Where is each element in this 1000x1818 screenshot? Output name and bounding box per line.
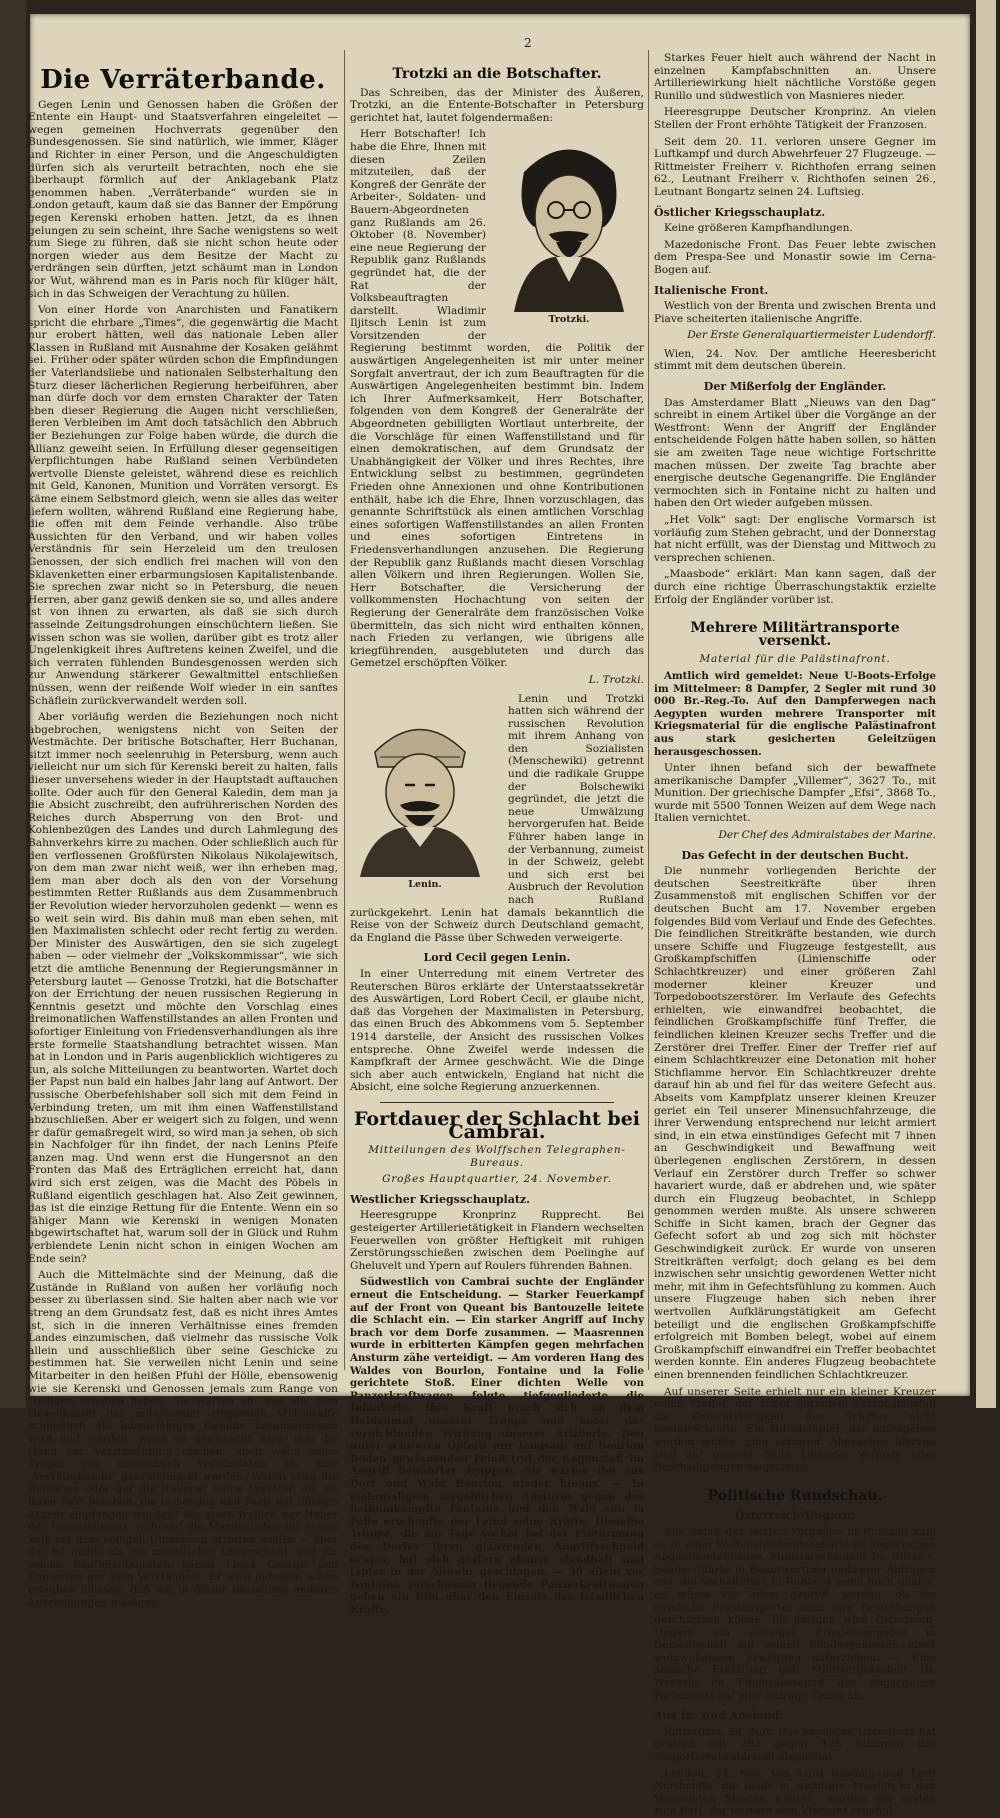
portrait-illustration <box>494 132 644 312</box>
subheading: Östlicher Kriegsschauplatz. <box>654 205 826 219</box>
subheading: Das Gefecht in der deutschen Bucht. <box>681 848 909 862</box>
subheading: Der Mißerfolg der Engländer. <box>703 380 887 394</box>
paragraph: Starkes Feuer hielt auch während der Nacht in einzelnen Kampfabschnitten an. Unsere Artilleriewirkung hielt nächtliche Vorstöße gegen Runillo und südwestlich von Masnieres nieder. <box>654 52 936 102</box>
portrait-caption: Lenin. <box>408 878 442 890</box>
paragraph: Auf unserer Seite erhielt nur ein kleiner Kreuzer einen Treffer, der außer geringem Personalausfall die Gefechtstätigkeit des Schiffes nicht beeinträchtigte. Ein Hilfsdampfer, der aufgegeben werden mußte, ging verloren. Abgesehen hiervon sind auf unserer Seite keinerlei Verluste oder Beschädigungen eingetreten. <box>654 1385 936 1474</box>
paragraph: Herr Botschafter! Ich habe die Ehre, Ihnen mit diesen Zeilen mitzuteilen, daß der Kongreß der Genräte der Arbeiter-, Soldaten- und Bauern-Abgeordneten ganz Rußlands am 26. Oktober (8. November) eine neue Regierung der Republik ganz Rußlands gegründet hat, die der Rat der Volksbeauftragten darstellt. Wladimir Iljitsch Lenin ist zum Vorsitzenden der Regierung bestimmt worden, die Politik der auswärtigen Angelegenheiten ist mir unter meiner Sorgfalt anvertraut, der ich zum Beauftragten für die Auswärtigen Angelegenheiten bestimmt bin. Indem ich Ihrer Aufmerksamkeit, Herr Botschafter, folgenden von dem Kongreß der Generalräte der Abgeordneten gebilligten Wortlaut unterbreite, der die Vorschläge für einen Waffenstillstand und für einen demokratischen, auf dem Grundsatz der Unabhängigkeit der Völker und ihres Rechtes, ihre Entwicklung selbst zu bestimmen, gegründeten Frieden ohne Annexionen und ohne Kontributionen enthält, habe ich die Ehre, Ihnen vorzuschlagen, das genannte Schriftstück als einen amtlichen Vorschlag eines sofortigen Waffenstillstandes an allen Fronten und eines sofortigen Eintretens in Friedensverhandlungen anzusehen. Die Regierung der Republik ganz Rußlands macht diesen Vorschlag allen Völkern und ihren Regierungen. Wollen Sie, Herr Botschafter, die Versicherung der vollkommensten Hochachtung von seiten der Regierung der Generalräte dem französischen Volke übermitteln, das sich nicht wird enthalten können, nach Frieden zu verlangen, wie übrigens alle kriegführenden, ausgebluteten und durch das Gemetzel erschöpften Völker. <box>350 128 644 670</box>
column-rule <box>344 50 345 1370</box>
paragraph: Westlich von der Brenta und zwischen Brenta und Piave scheiterten italienische Angriffe. <box>654 300 936 325</box>
divider <box>380 1102 614 1103</box>
signature: L. Trotzki. <box>588 673 644 686</box>
article-title: Mehrere Militärtransporte versenkt. <box>690 620 900 649</box>
signature: Der Chef des Admiralstabes der Marine. <box>718 829 936 842</box>
subheading: Lord Cecil gegen Lenin. <box>423 951 571 965</box>
portrait-lenin <box>350 697 500 892</box>
signature: Der Erste Generalquartiermeister Ludendorff. <box>687 329 936 342</box>
subtitle: Material für die Palästinafront. <box>699 653 891 666</box>
paragraph: Rotterdam, 24. Nov. Das englische Unterhaus hat gestern mit 292 gegen 126 Stimmen das Proportionalwahlrecht abgelehnt. <box>654 1725 936 1764</box>
subheading: Österreich-Ungarn. <box>735 1509 855 1523</box>
column-1 <box>28 52 338 1609</box>
article-title: Politische Rundschau. <box>707 1487 883 1504</box>
subtitle: Mitteilungen des Wolffschen Telegraphen-Bureaus. <box>368 1144 626 1169</box>
page-number: 2 <box>524 36 532 50</box>
paragraph: Heeresgruppe Kronprinz Rupprecht. Bei gesteigerter Artillerietätigkeit in Flandern wechselten Feuerwellen von größter Heftigkeit mit ruhigen Zerstörungsschießen zwischen dem Poelinghe auf Gheluvelt und Ypern auf Roulers führenden Bahnen. <box>350 1209 644 1272</box>
paragraph: Die nunmehr vorliegenden Berichte der deutschen Seestreitkräfte über ihren Zusammenstoß mit englischen Schiffen vor der deutschen Bucht am 17. November ergeben folgendes Bild vom Verlauf und Ende des Gefechtes. Die feindlichen Streitkräfte bestanden, wie durch unsere Schiffe und Flugzeuge festgestellt, aus Großkampfschiffen (Linienschiffe oder Schlachtkreuzer) und einer größeren Zahl moderner kleiner Kreuzer und Torpedobootszerstörer. Im Verlaufe des Gefechts erhielten, wie einwandfrei beobachtet, die feindlichen Großkampfschiffe fünf Treffer, die feindlichen kleinen Kreuzer sechs Treffer und die Zerstörer drei Treffer. Einer der Treffer rief auf einem Schlachtkreuzer eine Detonation mit hoher Stichflamme hervor. Ein Schlachtkreuzer drehte darauf hin ab und fiel für das weitere Gefecht aus. Abseits vom Kampfplatz unserer kleinen Kreuzer geriet ein Teil unserer Minensuchfahrzeuge, die ihrer Verwendung entsprechend nur leicht armiert sind, in ein etwa einstündiges Gefecht mit 7 ihnen an Geschwindigkeit und Bewaffnung weit überlegenen englischen Zerstörern, in dessen Verlauf ein Zerstörer durch Treffer so schwer havariert wurde, daß er abdrehen und, wie später durch ein Flugzeug beobachtet, in Schlepp genommen werden mußte. Als unsere schweren Schiffe in Sicht kamen, brach der Gegner das Gefecht sofort ab und zog sich mit höchster Geschwindigkeit zurück. Er wurde von unseren Streitkräften verfolgt; doch gelang es bei dem inzwischen sehr unsichtig gewordenen Wetter nicht mehr, mit ihm in Gefechtsfühlung zu kommen. Auch unsere Flugzeuge haben sich neben ihrer wertvollen Aufklärungstätigkeit am Gefecht beteiligt und die englischen Großkampfschiffe erfolgreich mit Bomben belegt, wobei auf einem Großkampfschiff einwandfrei ein Treffer beobachtet werden konnte. Ein anderes Flugzeug beobachtete einen brennenden feindlichen Schlachtkreuzer. <box>654 865 936 1381</box>
paragraph: London, 24. Nov. Von Lord Reading und Lord Northcliffe, die beide in wichtiger Mission in den Vereinigten Staaten weilten, wurden der ersten zum Earl, der letztere zum Viscount ernannt. <box>654 1767 936 1818</box>
paragraph: Heeresgruppe Deutscher Kronprinz. An vielen Stellen der Front erhöhte Tätigkeit der Franzosen. <box>654 106 936 131</box>
paragraph: Aber vorläufig werden die Beziehungen noch nicht abgebrochen, wenigstens nicht von Seiten der Westmächte. Der britische Botschafter, Herr Buchanan, sitzt immer noch seelenruhig in Petersburg, wenn auch vielleicht nur um sich für Kerenski bereit zu halten, falls dieser unversehens wieder in der Hauptstadt auftauchen sollte. Oder auch für den General Kaledin, dem man ja die Absicht zuschreibt, den aufrührerischen Norden des Reiches durch Absperrung von den Brot- und Kohlenbezügen des Landes und durch Lahmlegung des Bahnverkehrs kirre zu machen. Oder schließlich auch für den verflossenen Großfürsten Nikolaus Nikolajewitsch, von dem man zwar nicht weiß, wer ihn erheben mag, dem man aber doch als den von der Vorsehung bestimmten Retter Rußlands aus dem Zusammenbruch der Revolution wieder hervorzuholen gedenkt — wenn es so weit sein wird. Bis dahin muß man eben sehen, mit den Maximalisten schlecht oder recht fertig zu werden. Der Minister des Auswärtigen, den sie sich zugelegt haben — oder vielmehr der „Volkskommissar“, wie sich jetzt die amtliche Benennung der Regierungsmänner in Petersburg lautet — Genosse Trotzki, hat die Botschafter von der Errichtung der neuen russischen Regierung in Kenntnis gesetzt und möchte den Vorschlag eines dreimonatlichen Waffenstillstandes an allen Fronten und sofortiger Einleitung von Friedensverhandlungen als ihre erste formelle Staatshandlung betrachtet wissen. Man hat in London und in Paris augenblicklich wichtigeres zu tun, als solche Mitteilungen zu beantworten. Wartet doch der Papst nun bald ein halbes Jahr lang auf Antwort. Der russische Oberbefehlshaber soll sich mit dem Feind in Verbindung treten, um mit ihm einen Waffenstillstand abzuschließen. Aber er weigert sich zu folgen, und wenn er dafür gemaßregelt wird, so wird man ja sehen, ob sich ein Nachfolger für ihn findet, der nach Lenins Pfeife tanzen mag. Und wenn erst die Hungersnot an den Fronten das Maß des Erträglichen erreicht hat, dann wird sich erst zeigen, was die Macht des Pöbels in Rußland eigentlich geschlagen hat. Also Zeit gewinnen, das ist die einzige Rettung für die Entente. Wenn ein so fähiger Mann wie Kerenski in wenigen Monaten abgewirtschaftet hat, warum soll der in Glück und Ruhm verblendete Lenin nicht schon in einigen Wochen am Ende sein? <box>28 711 338 1265</box>
article-title: Fortdauer der Schlacht bei Cambrai. <box>353 1107 641 1143</box>
paragraph: Keine größeren Kampfhandlungen. <box>664 222 853 235</box>
column-2 <box>350 52 644 1616</box>
article-title: Die Verräterbande. <box>40 65 326 95</box>
paragraph: Seit dem 20. 11. verloren unsere Gegner im Luftkampf und durch Abwehrfeuer 27 Flugzeuge. — Rittmeister Freiherr v. Richthofen errang seinen 62., Leutnant Freiherr v. Richthofen seinen 26., Leutnant Bongartz seinen 24. Luftsieg. <box>654 135 936 198</box>
paragraph: Wien, 24. Nov. Der amtliche Heeresbericht stimmt mit dem deutschen überein. <box>654 347 936 373</box>
paragraph: Das Schreiben, das der Minister des Äußeren, Trotzki, an die Entente-Botschafter in Petersburg gerichtet hat, lautet folgendermaßen: <box>350 86 644 124</box>
paragraph: In einer Unterredung mit einem Vertreter des Reuterschen Büros erklärte der Unterstaatssekretär des Auswärtigen, Lord Robert Cecil, er glaube nicht, daß das Vorgehen der Maximalisten in Petersburg, das einen Bruch des Abkommens vom 5. September 1914 darstelle, der Ansicht des russischen Volkes entspreche. Ohne Zweifel werde indessen die Kampfkraft der Armee geschwächt. Wie die Dinge sich aber auch entwickeln, England hat nicht die Absicht, eine solche Regierung anzuerkennen. <box>350 967 644 1094</box>
paragraph: Von einer Horde von Anarchisten und Fanatikern spricht die ehrbare „Times“, die gegenwärtig die Macht nur erobert hätten, weil das nationale Leben aller Klassen in Rußland mit Ausnahme der Kosaken gelähmt sei. Früher oder später würden schon die Empfindungen der Vaterlandsliebe und nationalen Selbsterhaltung den Sturz dieser lächerlichen Regierung herbeiführen, aber man dürfe doch vor dem ernsten Charakter der Taten eben dieser Regierung die Augen nicht verschließen, deren Verbleiben im Amt doch tatsächlich den Abbruch der Beziehungen zur Folge haben würde, die durch die Allianz geweiht seien. In Erfüllung dieser gegenseitigen Verpflichtungen habe Rußland seinen Verbündeten wertvolle Dienste geleistet, während diese es reichlich mit Geld, Kanonen, Munition und Vorräten versorgt. Es käme einem Selbstmord gleich, wenn sie alles das weiter liefern wollten, während Rußland eine Regierung habe, die offen mit dem Feinde verhandle. Also trübe Aussichten für den Verband, und wir haben volles Verständnis für sein Herzeleid um den treulosen Genossen, der sich endlich frei machen will von den Sklavenketten einer erbarmungslosen Kapitalistenbande. Sie sprechen zwar nicht so in Petersburg, die neuen Herren, aber ganz gewiß denken sie so, und alles andere ist von ihnen zu erwarten, als daß sie sich durch rasselnde Zeitungsdrohungen einschüchtern ließen. Sie wissen schon was sie wollen, darüber gibt es trotz aller Ungelenkigkeit ihres Auftretens keinen Zweifel, und die sich verraten fühlenden Bundesgenossen werden sich zur Anwendung stärkerer Gewaltmittel entschließen müssen, wenn der reißende Wolf wieder in ein sanftes Schäflein zurückverwandelt werden soll. <box>28 304 338 707</box>
paragraph: Amtlich wird gemeldet: Neue U-Boots-Erfolge im Mittelmeer: 8 Dampfer, 2 Segler mit rund 30 000 Br.-Reg.-To. Auf den Dampferwegen nach Aegypten wurden mehrere Transporter mit Kriegsmaterial für die englische Palästinafront aus stark gesicherten Geleitzügen herausgeschossen. <box>654 669 936 758</box>
page-edge-left <box>0 0 26 1408</box>
subheading: Aus In- und Ausland. <box>654 1709 784 1723</box>
subheading: Italienische Front. <box>654 283 769 297</box>
paragraph: „Maasbode“ erklärt: Man kann sagen, daß der durch eine richtige Überraschungstaktik erzielte Erfolg der Engländer vorüber ist. <box>654 568 936 606</box>
subheading: Westlicher Kriegsschauplatz. <box>350 1192 530 1206</box>
paragraph: Das Amsterdamer Blatt „Nieuws van den Dag“ schreibt in einem Artikel über die Vorgänge an der Westfront: Wenn der Angriff der Engländer entscheidende Folgen hätte haben sollen, so hätten sie am zweiten Tage neue wichtige Fortschritte machen müssen. Der zweite Tag brachte aber energische deutsche Gegenangriffe. Die Engländer vermochten sich in Fontaine nicht zu halten und haben den Ort wieder aufgeben müssen. <box>654 396 936 510</box>
paragraph: Unter ihnen befand sich der bewaffnete amerikanische Dampfer „Villemer“, 3627 To., mit Munition. Der griechische Dampfer „Efsi“, 3868 To., wurde mit 5500 Tonnen Weizen auf dem Wege nach Italien vernichtet. <box>654 762 937 825</box>
paragraph: Auch die Mittelmächte sind der Meinung, daß die Zustände in Rußland von außen her vorläufig noch besser zu überlassen sind. Sie halten aber nach wie vor streng an dem Grundsatz fest, daß es nicht ihres Amtes ist, sich in die inneren Verhältnisse eines fremden Landes einzumischen, daß vielmehr das russische Volk allein und ausschließlich über seine Geschicke zu bestimmen hat. Sie verweilen nicht Lenin und seine Mitarbeiter in den heißen Pfuhl der Hölle, ebensowenig wie sie Kerenski und Genossen jemals zum Range von Heiligen erhoben haben. Sie warten ab, was aus dem Hexenkessel der miteinander ringenden Volkskräfte schließlich als lebensfähiges Gebilde herauskommen wird und werden, wenn es gewünscht wird, ihm die Hand zur Verständigung reichen, auch wenn seine Träger von ehemaligen Verbündeten als eine „Verräterbande“ gebrandmarkt werden. Waren etwa die Rumänen oder gar die Italiener keine Verräter, als sie ihren Pakt brachen, die in London und Paris mit offenen Armen empfangen worden? Sie stach freilich der Haber des Imperialismus, während die Maximalisten ihr armes Volk vor dem völligen Untergang erretten wollen — aber das ist nichts als ein moralischer Unterschied, und für solche Sentimentalitäten haben Lloyd George und Konsorten gar kein Verständnis. Er wird indessen schon erlauben müssen, daß wir in dieser Beziehung anderen Anschauungen huldigen. <box>28 1269 338 1609</box>
paragraph: Südwestlich von Cambrai suchte der Engländer erneut die Entscheidung. — Starker Feuerkampf auf der Front von Queant bis Bantouzelle leitete die Schlacht ein. — Ein starker Angriff auf Inchy brach vor dem Dorfe zusammen. — Maasrennen wurde in erbitterten Kämpfen gegen mehrfachen Ansturm zähe verteidigt. — Am vorderen Hang des Waldes von Bourlon, Fontaine und la Folie gerichtete Stoß. Einer dichten Welle von Panzerkraftwagen folgte tiefgegliederte die Infanterie. Ihre Kraft brach sich an dem Heldenmut unserer Truppe und unter der vernichtenden Wirkung unserer Artillerie. Den unter schweren Opfern nur langsam auf Bourlon Boden gewinnenden Feind traf der Gegenstoß im Angriff bewährter Truppen. Sie warfen ihn aus Dorf und Wald Bourlon wieder hinaus. — In mehrmaligem vergeblichen Ansturm gegen das heißumkämpfte Fontaine und den Wald von la Folie erschöpfte der Feind seine Kräfte. Dieselbe Truppe, die am Tage vorher bei der Erstürmung des Dorfes ihren glänzenden Angriffsschneid erwies, hat sich gestern ebenso standhaft und tapfer in der Abwehr geschlagen. — 30 allein vor Fontaine zerschossen liegende Panzerkraftwagen geben ein Bild über den Einsatz der feindlichen Kräfte. <box>350 1276 644 1616</box>
portrait-illustration <box>350 697 490 877</box>
paragraph: Lenin und Trotzki hatten sich während der russischen Revolution mit ihrem Anhang von den Sozialisten (Menschewiki) getrennt und die radikale Gruppe der Bolschewiki gegründet, die jetzt die neue Umwälzung hervorgerufen hat. Beide Führer haben lange in der Verbannung, zumeist in der Schweiz, gelebt und sich erst bei Ausbruch der Revolution nach Rußland zurückgekehrt. Lenin hat damals bekanntlich die Reise von der Schweiz durch Deutschland gemacht, da England die Pässe über Schweden verweigerte. <box>350 692 644 944</box>
column-rule <box>648 50 649 1370</box>
paragraph: „Het Volk“ sagt: Der englische Vormarsch ist vorläufig zum Stehen gebracht, und der Donnerstag hat nicht erfüllt, was der Dienstag und Mittwoch zu versprechen schienen. <box>654 514 936 564</box>
paragraph: Aus Anlaß der letzten Vorgänge in Rußland kam es zu einer Waffenstillstandsdebatte im ungarischen Abgeordnetenhause. Ministerpräsident Dr. Ritter v. Seidler führte in Beantwortung mehrerer Anfragen aus, die Verhältnisse in Rußland seien noch unklar; es müsse vor allem geprüft werden, ob die russische Friedenspartei auch ihre Bestrebungen durchsetzen könne. Im übrigen wird Österreich-Ungarn ein etwaiges Friedensangebot in Gemeinschaft mit seinen Bundesgenossen einer wohlwollenden Erwägung unterziehen. — Eine ähnliche Erklärung gab Ministerpräsident Dr. Wekerle im Finanzausschuß des ungarischen Parlaments auf eine Anfrage Tiszas ab. <box>654 1525 936 1702</box>
column-3 <box>654 52 937 1818</box>
paragraph: Mazedonische Front. Das Feuer lebte zwischen dem Prespa-See und Monastir sowie im Cerna-Bogen auf. <box>654 238 936 276</box>
paragraph: Gegen Lenin und Genossen haben die Größen der Entente ein Haupt- und Staatsverfahren eingeleitet — wegen gemeinen Hochverrats gegenüber den Bundesgenossen. Sie sind natürlich, wie immer, Kläger und Richter in einer Person, und die Angeschuldigten dürfen sich als verurteilt betrachten, noch ehe sie überhaupt förmlich auf der Anklagebank Platz genommen haben. „Verräterbande“ wurden sie in London getauft, kaum daß sie das Banner der Empörung gegen Kerenski erhoben hatten. Jetzt, da es ihnen gelungen zu sein scheint, ihre Sache wenigstens so weit zum Siege zu führen, daß sie nicht schon heute oder morgen wieder aus dem Besitze der Macht zu verdrängen sein dürften, jetzt schäumt man in London vor Wut, während man es in Paris noch für klüger hält, sich in das Schweigen der Verachtung zu hüllen. <box>28 98 338 300</box>
article-title: Trotzki an die Botschafter. <box>392 66 602 82</box>
dateline: Großes Hauptquartier, 24. November. <box>382 1173 612 1186</box>
portrait-trotzki <box>494 132 644 327</box>
portrait-caption: Trotzki. <box>548 314 590 326</box>
next-page-strip <box>976 0 996 1408</box>
